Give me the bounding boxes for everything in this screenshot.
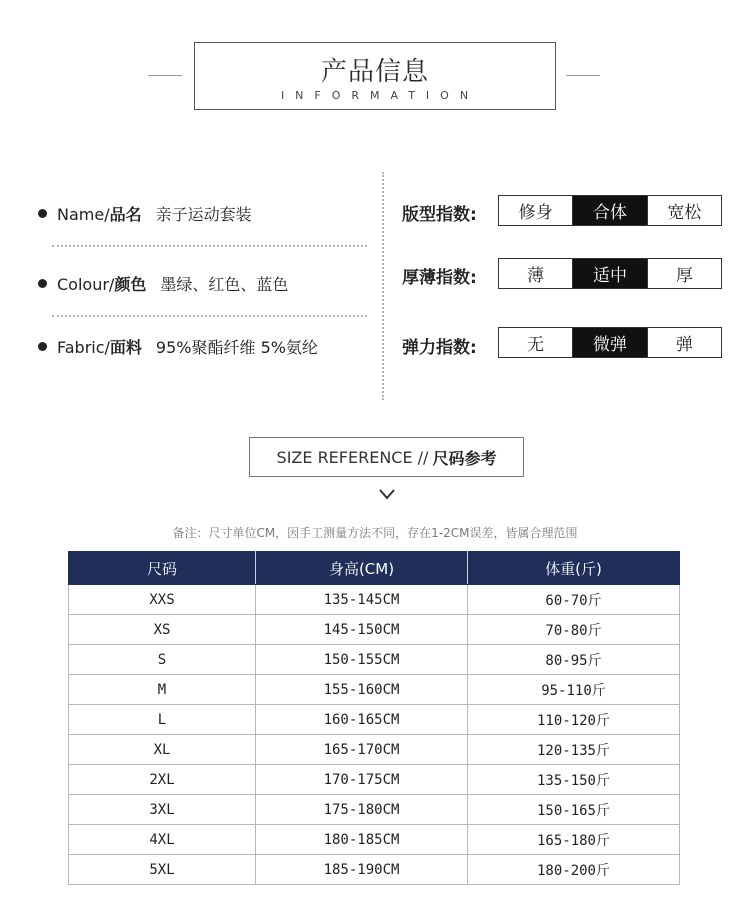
- info-value: 墨绿、红色、蓝色: [160, 274, 289, 294]
- column-header-weight: 体重(斤): [468, 552, 680, 585]
- cell-height: 135-145CM: [256, 585, 468, 615]
- size-reference-cn: 尺码参考: [432, 448, 497, 468]
- info-item-fabric: [38, 331, 318, 361]
- cell-height: 165-170CM: [256, 735, 468, 765]
- cell-weight: 165-180斤: [468, 825, 680, 855]
- page-subtitle: INFORMATION: [280, 89, 480, 102]
- cell-weight: 120-135斤: [468, 735, 680, 765]
- info-label: Name/品名: [57, 204, 142, 224]
- table-header-row: [69, 552, 680, 585]
- size-reference-en: SIZE REFERENCE //: [276, 447, 429, 467]
- scale-label-elasticity: 弹力指数:: [402, 338, 477, 358]
- cell-weight: 70-80斤: [468, 615, 680, 645]
- cell-size: 4XL: [69, 825, 256, 855]
- cell-weight: 80-95斤: [468, 645, 680, 675]
- header-line-left: [148, 75, 182, 76]
- table-row: [69, 825, 680, 855]
- cell-size: 5XL: [69, 855, 256, 885]
- scale-option: 无: [527, 335, 545, 355]
- cell-size: 2XL: [69, 765, 256, 795]
- scale-label-fit: 版型指数:: [402, 205, 477, 225]
- column-header-size: 尺码: [69, 552, 256, 585]
- info-item-colour: [38, 268, 288, 298]
- size-note: 备注：尺寸单位CM，因手工测量方法不同，存在1-2CM误差，皆属合理范围: [172, 526, 578, 540]
- header-box: [194, 42, 556, 110]
- cell-weight: 180-200斤: [468, 855, 680, 885]
- cell-height: 150-155CM: [256, 645, 468, 675]
- table-row: [69, 615, 680, 645]
- cell-height: 160-165CM: [256, 705, 468, 735]
- info-label: Colour/颜色: [57, 274, 147, 294]
- cell-size: XL: [69, 735, 256, 765]
- cell-size: L: [69, 705, 256, 735]
- cell-weight: 150-165斤: [468, 795, 680, 825]
- table-row: [69, 855, 680, 885]
- cell-height: 170-175CM: [256, 765, 468, 795]
- cell-size: 3XL: [69, 795, 256, 825]
- cell-size: M: [69, 675, 256, 705]
- scale-elasticity: [498, 327, 722, 358]
- cell-weight: 135-150斤: [468, 765, 680, 795]
- scale-option: 宽松: [647, 196, 721, 225]
- table-row: [69, 735, 680, 765]
- cell-height: 145-150CM: [256, 615, 468, 645]
- table-row: [69, 765, 680, 795]
- table-row: [69, 645, 680, 675]
- info-label: Fabric/面料: [57, 337, 142, 357]
- cell-height: 180-185CM: [256, 825, 468, 855]
- scale-thickness: [498, 258, 722, 289]
- header-line-right: [566, 75, 600, 76]
- chevron-down-icon: [378, 488, 396, 500]
- size-table: [68, 551, 680, 885]
- cell-height: 185-190CM: [256, 855, 468, 885]
- bullet-icon: [38, 279, 47, 288]
- scale-option: 弹: [647, 328, 721, 357]
- page-title: 产品信息: [320, 57, 429, 87]
- scale-option-selected: 合体: [572, 196, 646, 225]
- scale-option-selected: 微弹: [572, 328, 646, 357]
- size-reference-heading: [249, 437, 524, 477]
- divider: [52, 245, 367, 247]
- table-row: [69, 795, 680, 825]
- cell-weight: 60-70斤: [468, 585, 680, 615]
- table-row: [69, 675, 680, 705]
- cell-height: 155-160CM: [256, 675, 468, 705]
- scale-option: 修身: [518, 203, 553, 223]
- cell-weight: 95-110斤: [468, 675, 680, 705]
- divider: [52, 315, 367, 317]
- bullet-icon: [38, 209, 47, 218]
- info-value: 95%聚酯纤维 5%氨纶: [155, 337, 318, 357]
- cell-weight: 110-120斤: [468, 705, 680, 735]
- info-value: 亲子运动套装: [155, 204, 252, 224]
- scale-option: 厚: [647, 259, 721, 288]
- cell-size: XS: [69, 615, 256, 645]
- info-item-name: [38, 198, 252, 228]
- vertical-divider: [382, 172, 384, 400]
- scale-label-thickness: 厚薄指数:: [402, 268, 477, 288]
- scale-fit: [498, 195, 722, 226]
- cell-size: S: [69, 645, 256, 675]
- table-row: [69, 585, 680, 615]
- bullet-icon: [38, 342, 47, 351]
- cell-size: XXS: [69, 585, 256, 615]
- cell-height: 175-180CM: [256, 795, 468, 825]
- table-row: [69, 705, 680, 735]
- scale-option: 薄: [527, 266, 545, 286]
- scale-option-selected: 适中: [572, 259, 646, 288]
- column-header-height: 身高(CM): [256, 552, 468, 585]
